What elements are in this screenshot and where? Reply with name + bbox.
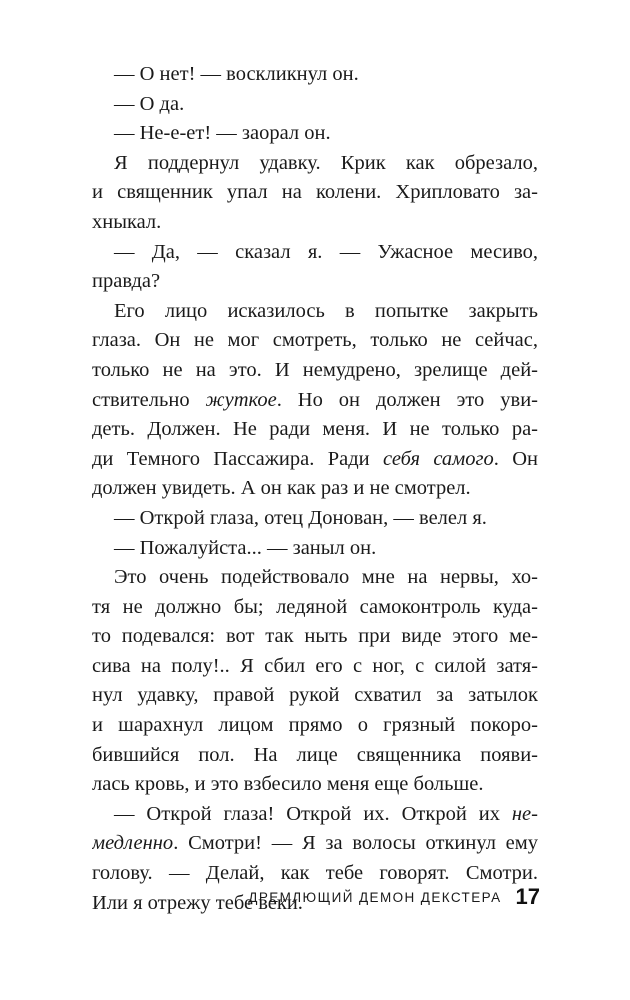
italic-text: жуткое (205, 388, 277, 411)
running-title: ДРЕМЛЮЩИЙ ДЕМОН ДЕКСТЕРА (248, 889, 502, 905)
text-line: правда? (92, 270, 161, 293)
text-line: деть. Должен. Не ради меня. И не только ра- (92, 418, 538, 441)
text-line: бившийся пол. На лице священника появи- (92, 743, 538, 766)
text-line: и шарахнул лицом прямо о грязный покоро- (92, 714, 538, 737)
text-line: должен увидеть. А он как раз и не смотрел. (92, 477, 471, 500)
text-line: — Открой глаза, отец Донован, — велел я. (114, 506, 487, 529)
text-span: . Он (493, 447, 538, 470)
text-line: глаза. Он не мог смотреть, только не сейчас, (92, 329, 538, 352)
italic-text: себя самого (382, 447, 494, 470)
text-line (92, 386, 538, 416)
text-line: — Пожалуйста... — заныл он. (114, 536, 377, 559)
italic-text: не- (511, 802, 538, 825)
text-line: — О да. (114, 92, 185, 115)
text-line: хныкал. (92, 210, 162, 233)
text-line: — Не-е-ет! — заорал он. (114, 122, 331, 145)
text-line: — Да, — сказал я. — Ужасное месиво, (114, 240, 538, 263)
text-line: нул удавку, правой рукой схватил за затылок (92, 684, 538, 707)
text-line: то подевался: вот так ныть при виде этого ме- (92, 625, 538, 648)
text-line: — О нет! — воскликнул он. (114, 63, 359, 85)
text-line: голову. — Делай, как тебе говорят. Смотри. (92, 862, 538, 885)
text-line (92, 829, 538, 859)
text-line: тя не должно бы; ледяной самоконтроль куда- (92, 595, 538, 618)
text-span: . Смотри! — Я за волосы откинул ему (173, 832, 538, 855)
text-line: только не на это. И немудрено, зрелище дей- (92, 358, 538, 381)
text-span: — Открой глаза! Открой их. Открой их (114, 802, 512, 825)
text-span: . Но он должен это уви- (276, 388, 538, 411)
text-line: Или я отрежу тебе веки. (92, 891, 303, 914)
text-line: сива на полу!.. Я сбил его с ног, с силой затя- (92, 654, 538, 677)
text-line: Это очень подействовало мне на нервы, хо- (114, 566, 538, 589)
text-line: лась кровь, и это взбесило меня еще больше. (92, 773, 484, 796)
text-line: Я поддернул удавку. Крик как обрезало, (114, 151, 538, 174)
text-line (92, 445, 538, 475)
italic-text: медленно (92, 832, 174, 855)
text-line: Его лицо исказилось в попытке закрыть (114, 299, 538, 322)
text-span: ствительно (92, 388, 206, 411)
text-line (92, 800, 538, 830)
page-footer (190, 882, 540, 912)
text-span: ди Темного Пассажира. Ради (92, 447, 383, 470)
page-number: 17 (515, 884, 540, 909)
text-line: и священник упал на колени. Хрипловато за- (92, 181, 538, 204)
body-text (92, 60, 538, 918)
